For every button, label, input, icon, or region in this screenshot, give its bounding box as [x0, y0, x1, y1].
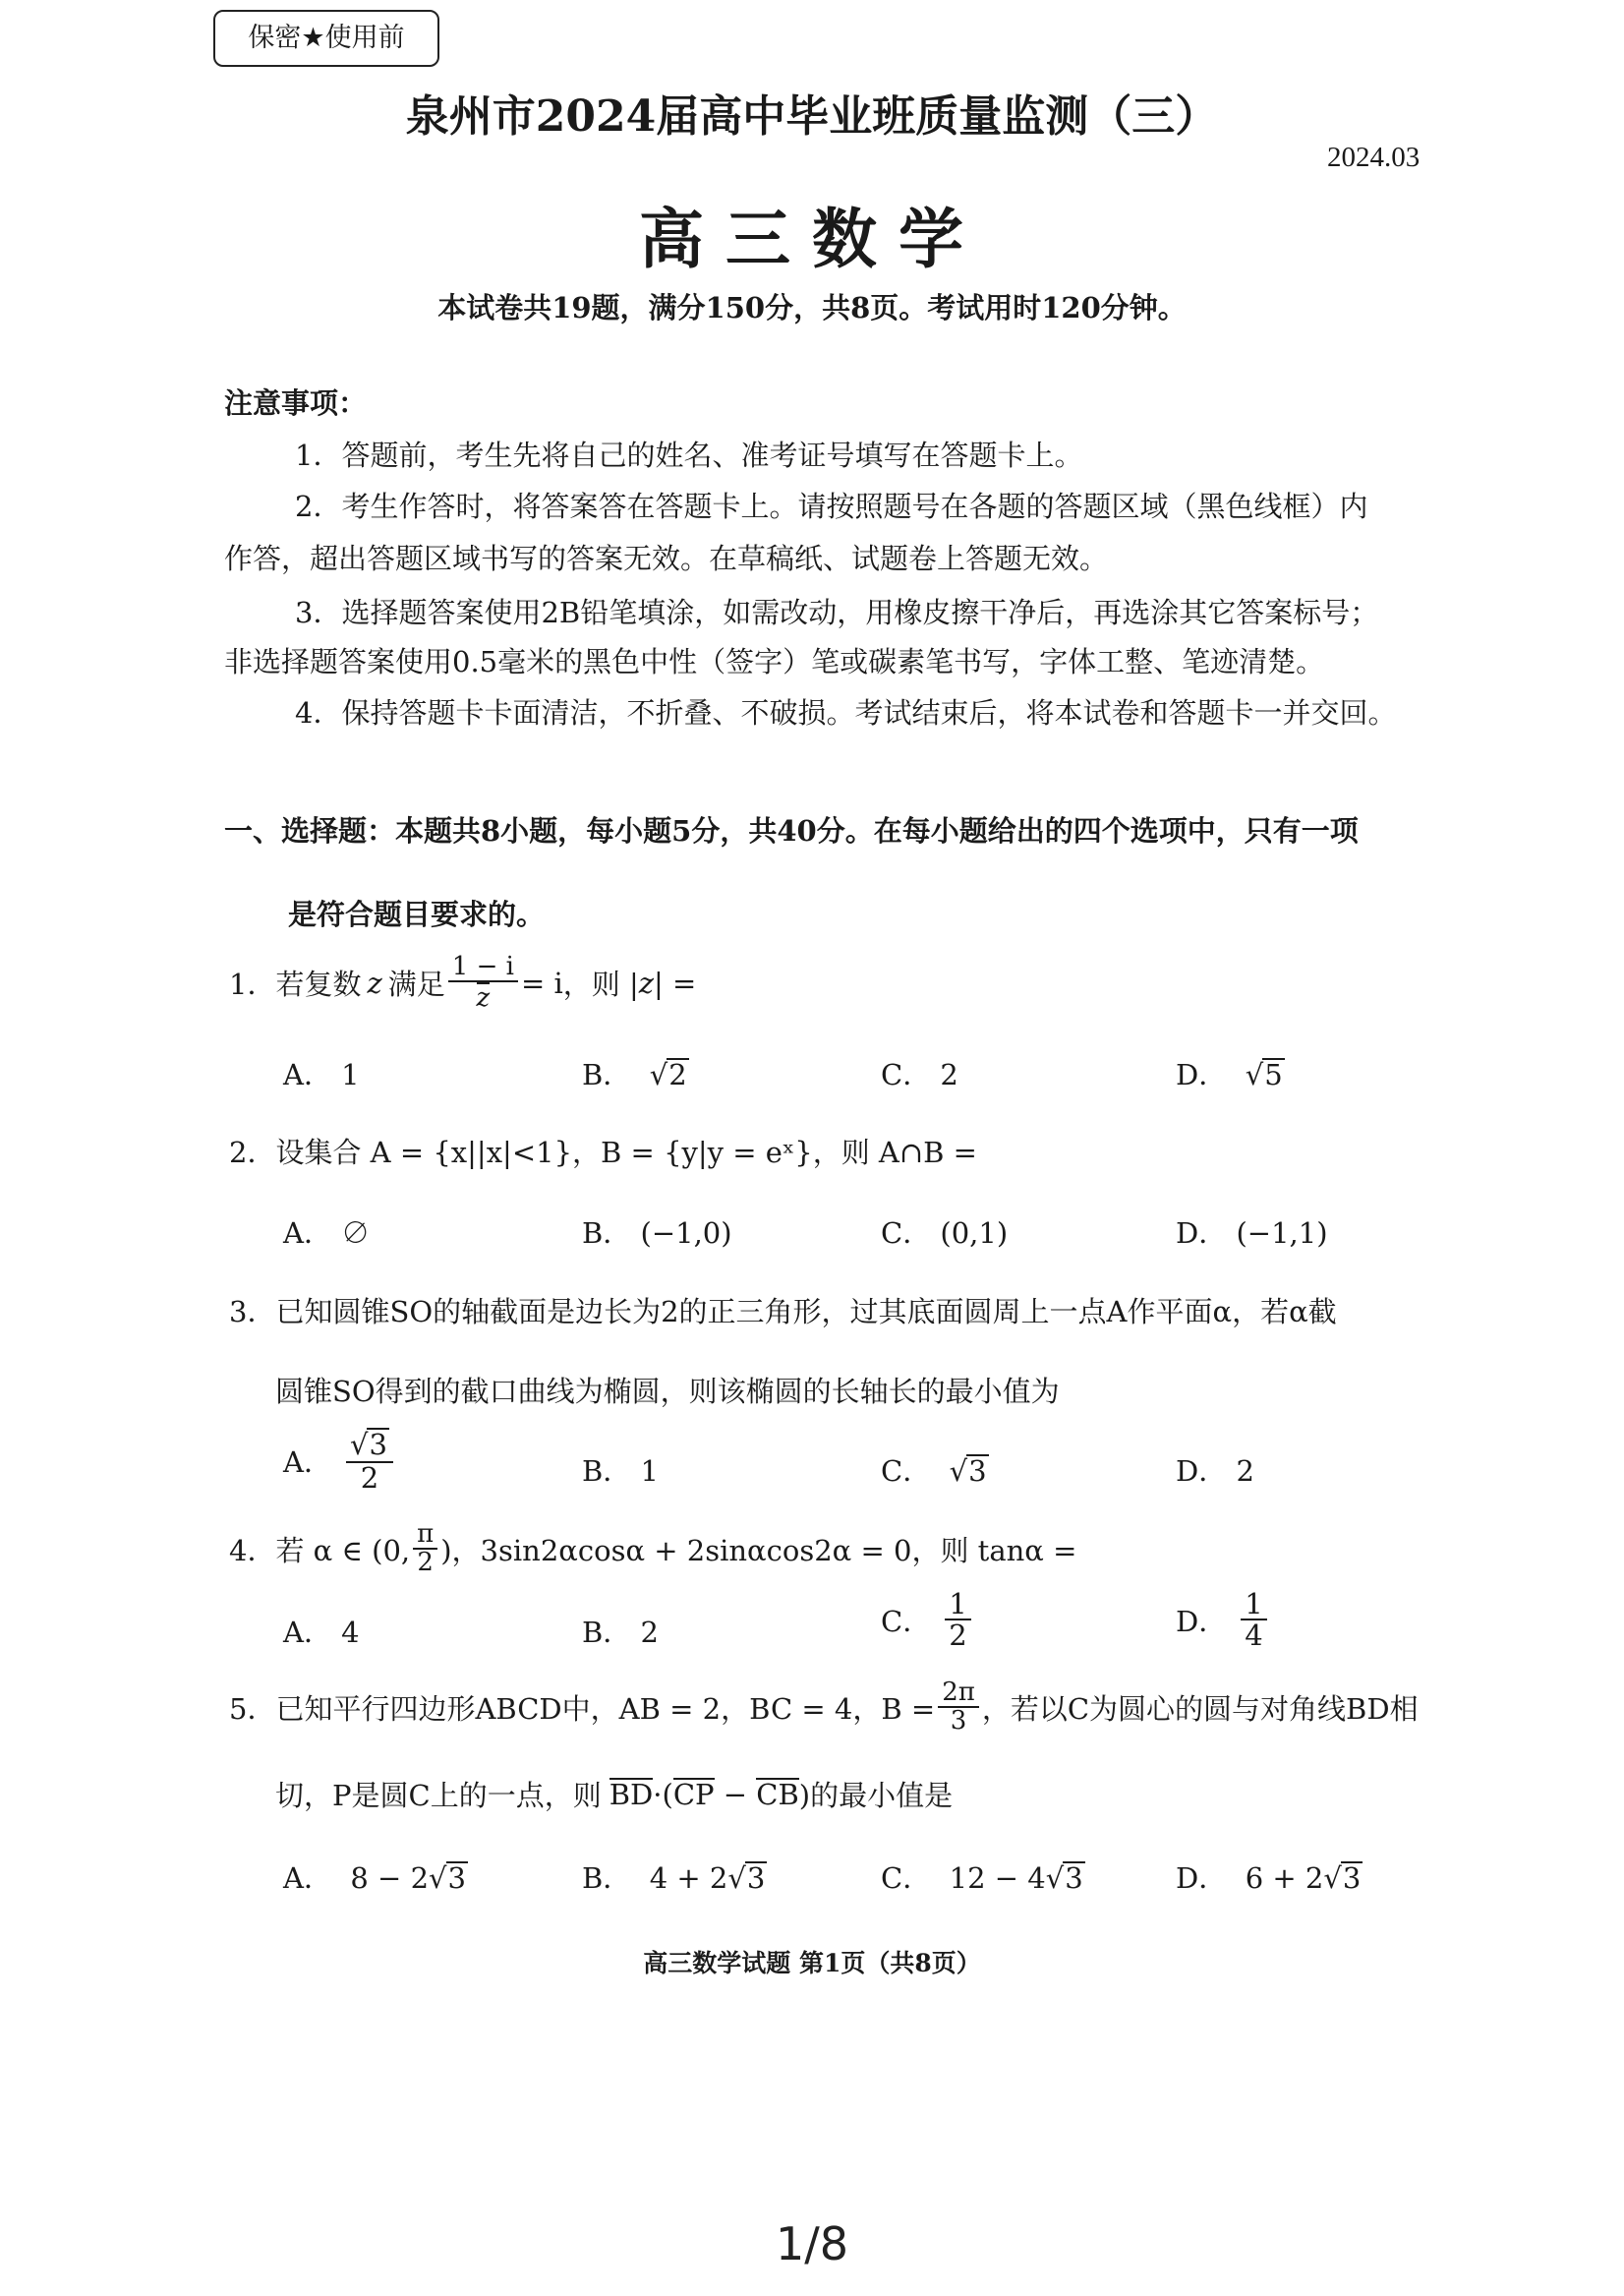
page-indicator: 1/8 [775, 2217, 849, 2270]
note-3-line-2: 非选择题答案使用0.5毫米的黑色中性（签字）笔或碳素笔书写，字体工整、笔迹清楚。 [224, 645, 1325, 678]
question-5-line-2: 切，P是圆C上的一点，则 BD ·( CP − CB )的最小值是 [275, 1777, 954, 1812]
q1-fraction: $\frac{1 - i}{z}$ [448, 954, 518, 1013]
question-5-line-1: 5．已知平行四边形ABCD中，AB = 2，BC = 4，B = $\frac{2\pi}{3}$ ，若以C为圆心的圆与对角线BD相 [229, 1678, 1419, 1737]
subject-title: 高三数学 [639, 201, 985, 277]
q4-option-a: A． 4 [283, 1616, 360, 1649]
question-2: 2．设集合 A = {x||x|<1}，B = {y|y = eˣ}，则 A∩B = [229, 1136, 977, 1169]
section-heading: 一、选择题：本题共8小题，每小题5分，共40分。在每小题给出的四个选项中，只有一项 [224, 814, 1359, 848]
note-2-line-2: 作答，超出答题区域书写的答案无效。在草稿纸、试题卷上答题无效。 [224, 542, 1109, 575]
q2-option-b: B． (−1,0) [582, 1216, 732, 1250]
q3-option-d: D． 2 [1176, 1454, 1254, 1488]
question-3-line-1: 3．已知圆锥SO的轴截面是边长为2的正三角形，过其底面圆周上一点A作平面α，若α截 [229, 1295, 1337, 1328]
q5-option-c: C． 12 − 4√3 [881, 1861, 1083, 1895]
exam-date: 2024.03 [1327, 142, 1421, 173]
q5-fraction: $\frac{2\pi}{3}$ [938, 1679, 979, 1736]
q1-option-a: A． 1 [283, 1058, 360, 1091]
q5-option-a: A． 8 − 2√3 [283, 1861, 466, 1895]
q2-option-d: D． (−1,1) [1176, 1216, 1328, 1250]
page-footer: 高三数学试题 第1页（共8页） [643, 1949, 981, 1977]
q2-option-a: A． ∅ [283, 1216, 371, 1250]
q3-option-a: A． $\frac{√3}{2}$ [283, 1428, 396, 1493]
q2-option-c: C． (0,1) [881, 1216, 1009, 1250]
q1-option-b: B． √2 [582, 1058, 687, 1091]
q3-option-b: B． 1 [582, 1454, 659, 1488]
q1-option-d: D． √5 [1176, 1058, 1283, 1091]
question-3-line-2: 圆锥SO得到的截口曲线为椭圆，则该椭圆的长轴长的最小值为 [275, 1375, 1060, 1408]
q4-option-d: D． $\frac{1}{4}$ [1176, 1589, 1270, 1651]
q4-option-c: C． $\frac{1}{2}$ [881, 1589, 974, 1651]
note-4: 4．保持答题卡卡面清洁，不折叠、不破损。考试结束后，将本试卷和答题卡一并交回。 [295, 696, 1397, 730]
exam-info: 本试卷共19题，满分150分，共8页。考试用时120分钟。 [437, 291, 1187, 324]
note-1: 1．答题前，考生先将自己的姓名、准考证号填写在答题卡上。 [295, 439, 1083, 472]
note-2-line-1: 2．考生作答时，将答案答在答题卡上。请按照题号在各题的答题区域（黑色线框）内 [295, 490, 1368, 523]
q5-option-d: D． 6 + 2√3 [1176, 1861, 1362, 1895]
question-4: 4．若 α ∈ (0, $\frac{\pi}{2}$ )，3sin2αcosα + 2sinαcos2α = 0，则 tanα = [229, 1519, 1077, 1578]
q3-option-c: C． √3 [881, 1454, 987, 1488]
confidential-stamp: 保密★使用前 [213, 10, 439, 67]
q4-fraction: $\frac{\pi}{2}$ [413, 1521, 437, 1577]
q1-option-c: C． 2 [881, 1058, 958, 1091]
note-3-line-1: 3．选择题答案使用2B铅笔填涂，如需改动，用橡皮擦干净后，再选涂其它答案标号； [295, 596, 1379, 629]
question-1: 1． 若复数 z 满足 $\frac{1 - i}{z}$ = i ，则 | z | = [229, 952, 697, 1014]
q5-option-b: B． 4 + 2√3 [582, 1861, 766, 1895]
section-heading-line-2: 是符合题目要求的。 [288, 898, 546, 931]
notes-heading: 注意事项： [224, 386, 368, 420]
q4-option-b: B． 2 [582, 1616, 659, 1649]
exam-title: 泉州市2024届高中毕业班质量监测（三） [405, 91, 1219, 142]
